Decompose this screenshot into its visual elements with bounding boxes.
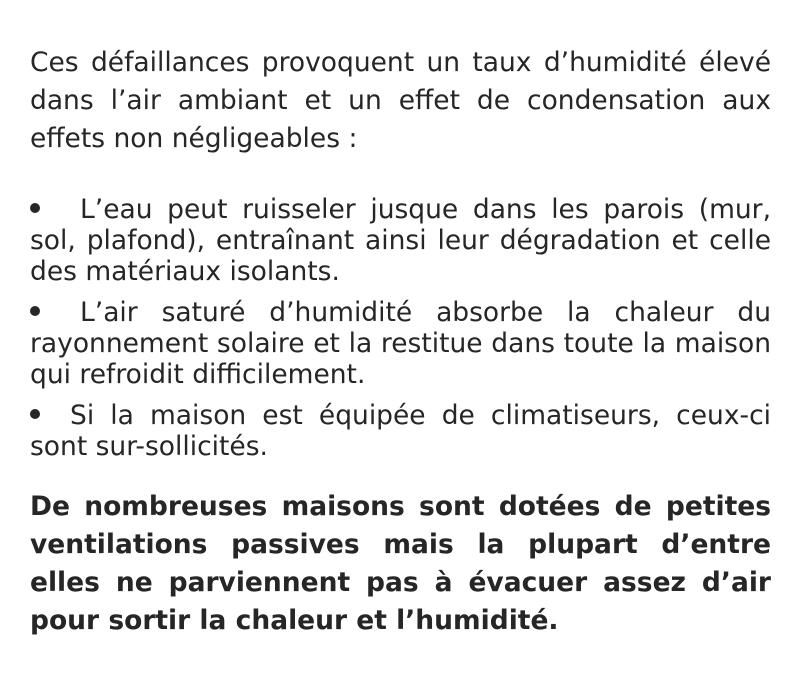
list-item-text: Si la maison est équipée de climatiseurs, ceux-ci sont sur-sollicités. [30,400,771,462]
conclusion-paragraph: De nombreuses maisons sont dotées de petites ventilations passives mais la plupart d’entre elles ne parviennent pas à évacuer assez d’air pour sortir la chaleur et l’humidité. [30,491,771,636]
list-item [30,400,771,462]
list-item [30,194,771,287]
bullet-list [30,194,771,462]
document-page [30,44,771,640]
bullet-icon [30,203,40,213]
list-item-text: L’eau peut ruisseler jusque dans les parois (mur, sol, plafond), entraînant ainsi leur dégradation et celle des matériaux isolants. [30,194,771,287]
list-item-text: L’air saturé d’humidité absorbe la chaleur du rayonnement solaire et la restitue dans toute la maison qui refroidit difficilement. [30,297,771,390]
bullet-icon [30,409,40,419]
bullet-icon [30,306,40,316]
intro-paragraph: Ces défaillances provoquent un taux d’humidité élevé dans l’air ambiant et un effet de condensation aux effets non négligeables : [30,47,771,154]
list-item [30,297,771,390]
